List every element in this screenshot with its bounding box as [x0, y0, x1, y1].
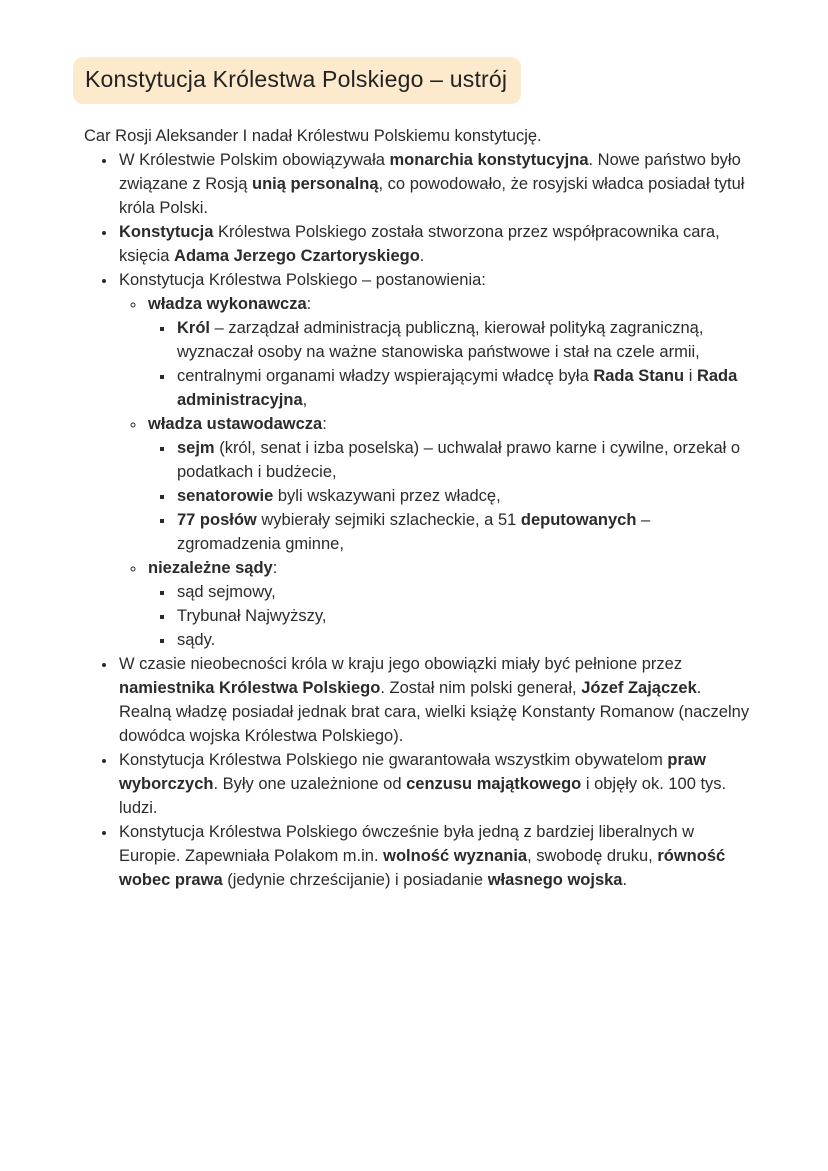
list-item	[117, 268, 758, 652]
bold-text-run: Konstytucja	[119, 222, 214, 241]
text-run: W Królestwie Polskim obowiązywała	[119, 150, 390, 169]
text-run: W czasie nieobecności króla w kraju jego obowiązki miały być pełnione przez	[119, 654, 683, 673]
bold-text-run: Rada administracyjna	[177, 366, 738, 409]
text-run: Car Rosji Aleksander I nadał Królestwu Polskiemu konstytucję.	[84, 126, 542, 145]
text-run: , swobodę druku,	[527, 846, 658, 865]
bold-text-run: Adama Jerzego Czartoryskiego	[174, 246, 420, 265]
bold-text-run: Józef Zajączek	[581, 678, 697, 697]
text-run: ,	[302, 390, 308, 409]
list-item	[175, 484, 758, 508]
bullet-list-level-3	[148, 580, 758, 652]
bullet-list-level-2	[119, 292, 758, 652]
text-run: Królestwa Polskiego została stworzona przez współpracownika cara, księcia	[119, 222, 720, 265]
bold-text-run: senatorowie	[177, 486, 274, 505]
list-item	[175, 316, 758, 364]
list-item	[117, 820, 758, 892]
text-run: – zarządzał administracją publiczną, kierował polityką zagraniczną, wyznaczał osoby na ważne stanowiska państwowe i stał na czele armii,	[177, 318, 704, 361]
text-run: i objęły ok. 100 tys. ludzi.	[119, 774, 727, 817]
text-run: (król, senat i izba poselska) – uchwalał prawo karne i cywilne, orzekał o podatkach i budżecie,	[177, 438, 741, 481]
bold-text-run: cenzusu majątkowego	[406, 774, 582, 793]
list-item	[175, 628, 758, 652]
bold-text-run: władza wykonawcza	[148, 294, 307, 313]
text-run: . Realną władzę posiadał jednak brat cara, wielki książę Konstanty Romanow (naczelny dowódca wojska Królestwa Polskiego).	[119, 678, 750, 745]
text-run: :	[322, 414, 327, 433]
list-item	[117, 748, 758, 820]
list-item	[117, 652, 758, 748]
list-item	[146, 412, 758, 556]
bold-text-run: niezależne sądy	[148, 558, 273, 577]
text-run: – zgromadzenia gminne,	[177, 510, 651, 553]
text-run: . Nowe państwo było związane z Rosją	[119, 150, 741, 193]
text-run: . Został nim polski generał,	[380, 678, 582, 697]
text-run: Konstytucja Królestwa Polskiego – postanowienia:	[119, 270, 486, 289]
bold-text-run: Rada Stanu	[593, 366, 685, 385]
intro-paragraph	[84, 124, 758, 148]
bullet-list-level-1	[84, 148, 758, 892]
list-item	[146, 292, 758, 412]
bold-text-run: namiestnika Królestwa Polskiego	[119, 678, 381, 697]
bold-text-run: wolność wyznania	[383, 846, 528, 865]
text-run: .	[622, 870, 628, 889]
bullet-list-level-3	[148, 316, 758, 412]
text-run: sądy.	[177, 630, 216, 649]
text-run: sąd sejmowy,	[177, 582, 276, 601]
list-item	[175, 364, 758, 412]
bullet-list-level-3	[148, 436, 758, 556]
text-run: :	[272, 558, 278, 577]
bold-text-run: własnego wojska	[487, 870, 623, 889]
text-run: :	[306, 294, 312, 313]
bold-text-run: praw wyborczych	[119, 750, 706, 793]
text-run: .	[419, 246, 425, 265]
bold-text-run: deputowanych	[520, 510, 637, 529]
text-run: byli wskazywani przez władcę,	[273, 486, 501, 505]
bold-text-run: monarchia konstytucyjna	[389, 150, 589, 169]
text-run: (jedynie chrześcijanie) i posiadanie	[222, 870, 488, 889]
text-run: Trybunał Najwyższy,	[177, 606, 327, 625]
text-run: , co powodowało, że rosyjski władca posiadał tytuł króla Polski.	[119, 174, 745, 217]
list-item	[175, 580, 758, 604]
text-run: wybierały sejmiki szlacheckie, a 51	[256, 510, 521, 529]
bold-text-run: równość wobec prawa	[119, 846, 726, 889]
list-item	[175, 604, 758, 628]
text-run: Konstytucja Królestwa Polskiego nie gwarantowała wszystkim obywatelom	[119, 750, 668, 769]
bold-text-run: władza ustawodawcza	[148, 414, 323, 433]
list-item	[117, 148, 758, 220]
bold-text-run: unią personalną	[251, 174, 379, 193]
list-item	[117, 220, 758, 268]
list-item	[146, 556, 758, 652]
bold-text-run: Król	[177, 318, 210, 337]
bullet-list-root	[84, 148, 758, 892]
text-run: Konstytucja Królestwa Polskiego ówcześnie była jedną z bardziej liberalnych w Europie. Zapewniała Polakom m.in.	[119, 822, 695, 865]
text-run: . Były one uzależnione od	[213, 774, 407, 793]
bold-text-run: 77 posłów	[177, 510, 257, 529]
page-title: Konstytucja Królestwa Polskiego – ustrój	[73, 57, 521, 104]
notes-content	[84, 124, 758, 892]
text-run: centralnymi organami władzy wspierającymi władcę była	[177, 366, 594, 385]
bold-text-run: sejm	[177, 438, 215, 457]
text-run: i	[684, 366, 697, 385]
list-item	[175, 436, 758, 484]
list-item	[175, 508, 758, 556]
